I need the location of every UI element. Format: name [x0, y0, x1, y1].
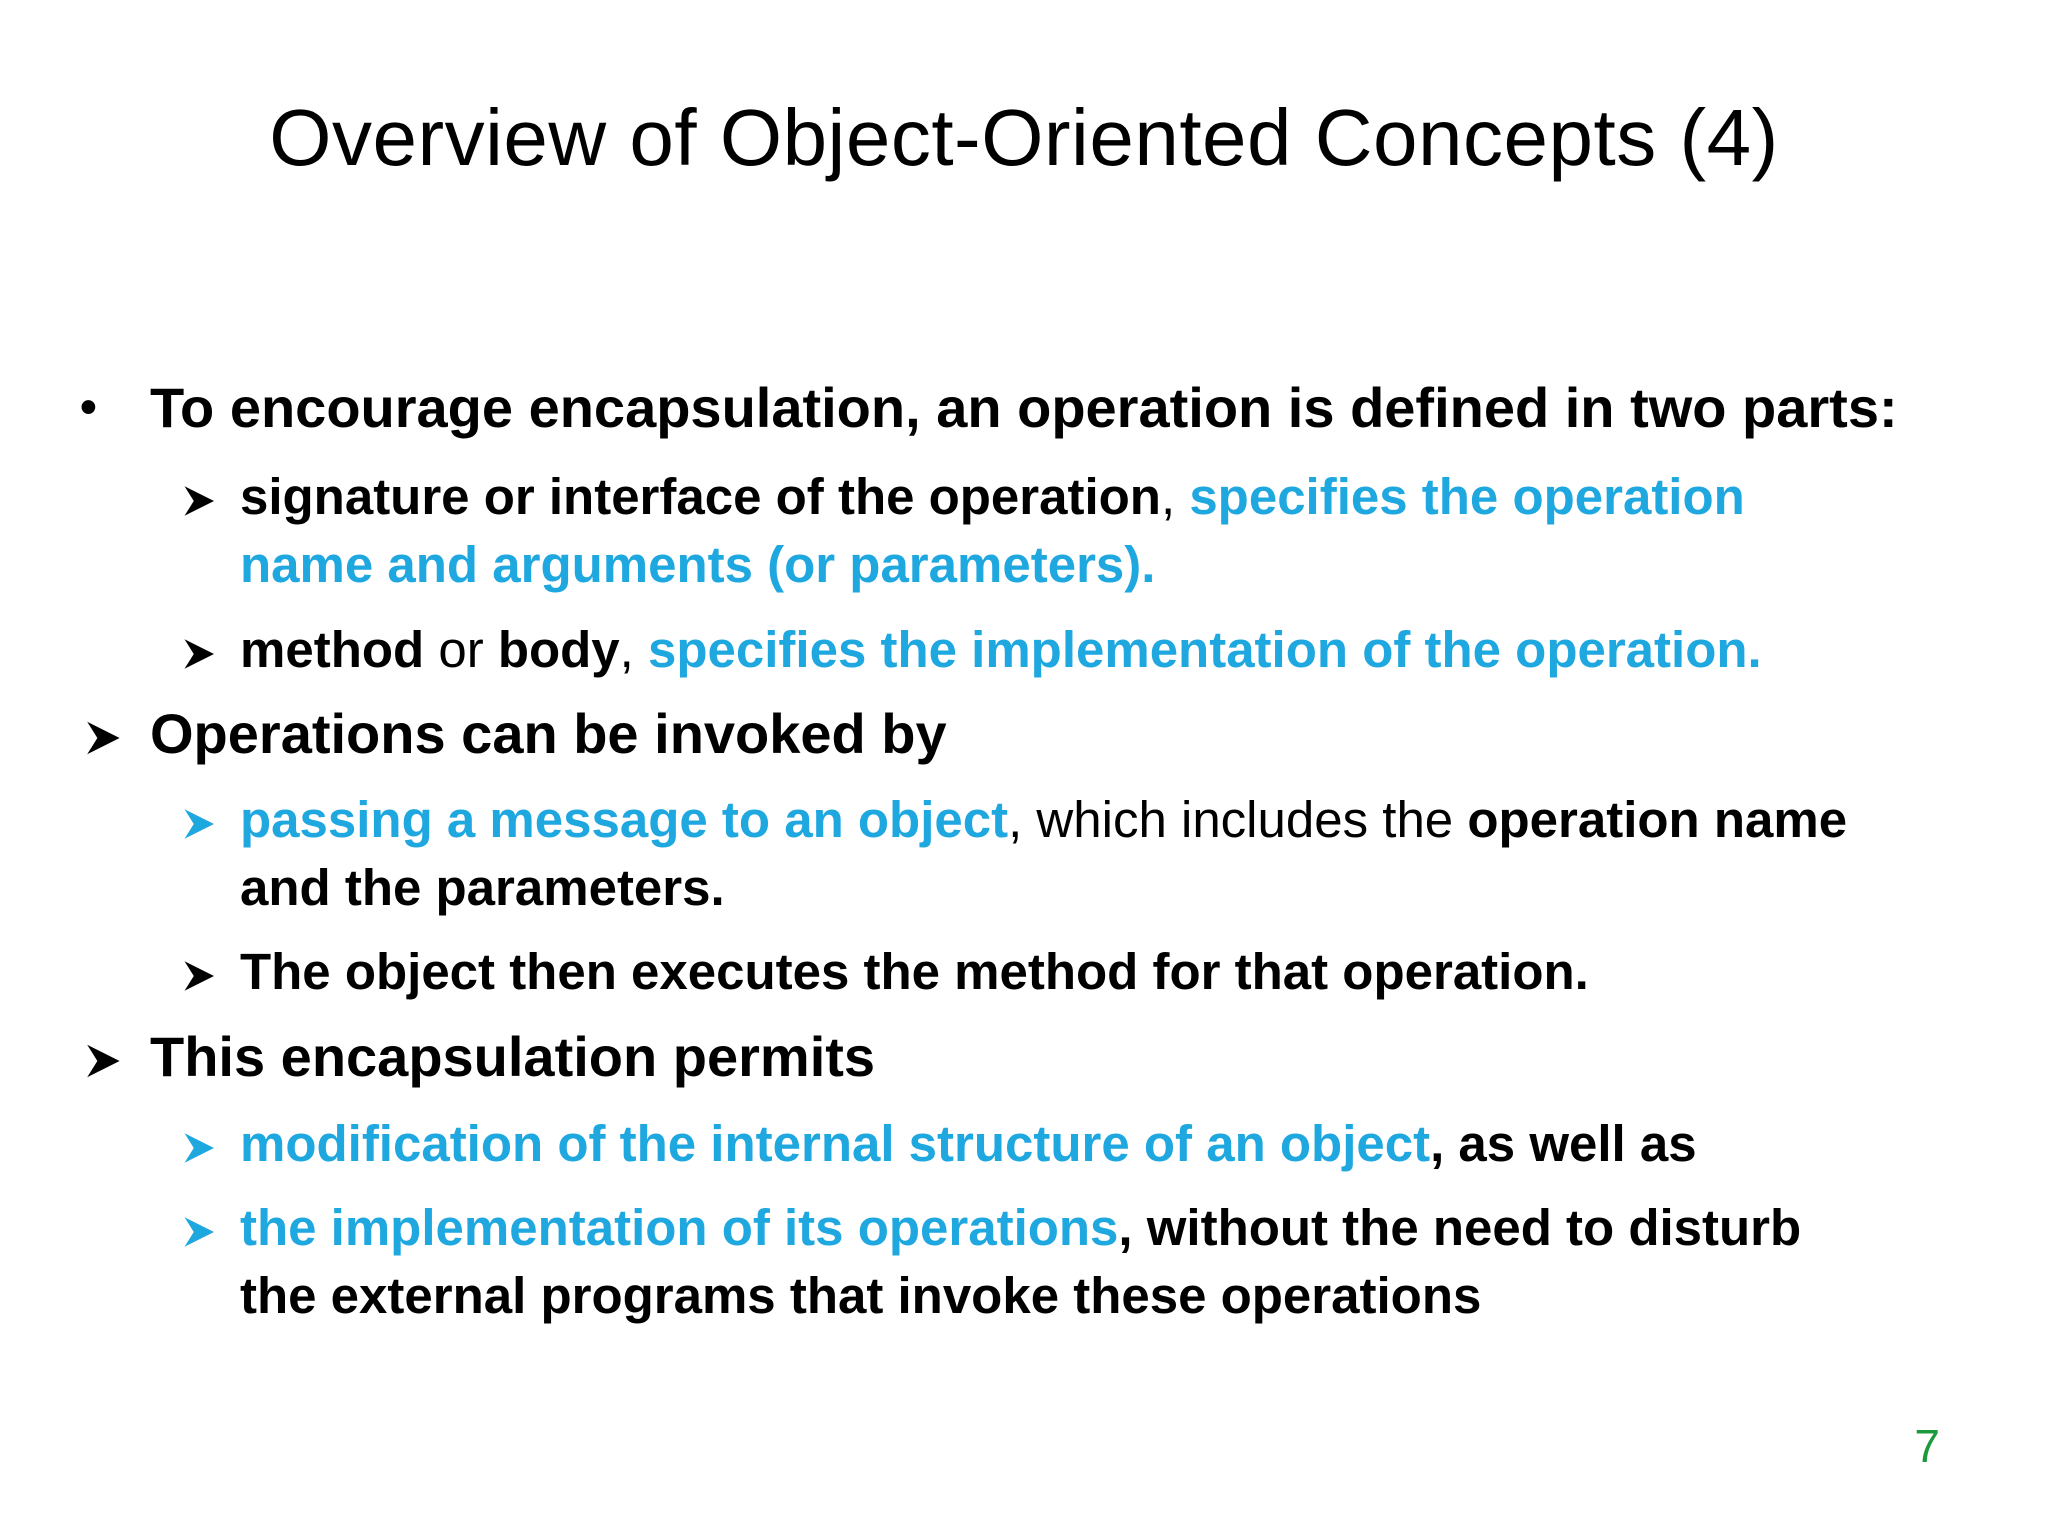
- bullet-text: To encourage encapsulation, an operation is defined in two parts:: [150, 376, 1898, 439]
- bullet-text: Operations can be invoked by: [150, 702, 947, 765]
- bullet-level2-implementation: [178, 1194, 1801, 1262]
- arrow-bullet-svg: [178, 634, 218, 674]
- as-well-as-text: , as well as: [1430, 1115, 1697, 1172]
- bullet-level2-passing-message-cont: [178, 854, 725, 922]
- arrow-bullet-svg: [178, 804, 218, 844]
- signature-label: signature or interface of the operation: [240, 468, 1161, 525]
- bullet-level1-encapsulation: [80, 375, 1898, 441]
- bullet-level2-passing-message: [178, 786, 1847, 854]
- arrow-bullet-icon-cyan: [178, 1110, 240, 1178]
- method-separator: ,: [619, 621, 649, 678]
- and-parameters-text: and the parameters.: [240, 859, 725, 916]
- arrow-bullet-icon-cyan: [178, 786, 240, 854]
- slide-title: Overview of Object-Oriented Concepts (4): [269, 93, 1779, 182]
- which-includes-text: , which includes the: [1008, 791, 1468, 848]
- signature-separator: ,: [1160, 468, 1190, 525]
- method-description: specifies the implementation of the operation.: [648, 621, 1762, 678]
- object-executes-text: The object then executes the method for that operation.: [240, 943, 1589, 1000]
- arrow-bullet-svg: [178, 956, 218, 996]
- arrow-bullet-icon: [178, 616, 240, 684]
- body-label: body: [497, 621, 620, 678]
- passing-message-text: passing a message to an object: [240, 791, 1009, 848]
- signature-description-cont: name and arguments (or parameters).: [240, 536, 1156, 593]
- bullet-level2-object-executes: [178, 938, 1589, 1006]
- modification-text: modification of the internal structure of an object: [240, 1115, 1431, 1172]
- arrow-bullet-icon-cyan: [178, 1194, 240, 1262]
- method-or: or: [424, 621, 498, 678]
- bullet-level1-operations: [80, 701, 947, 767]
- bullet-level2-signature: [178, 463, 1745, 531]
- arrow-bullet-svg: [178, 1128, 218, 1168]
- implementation-text: the implementation of its operations: [240, 1199, 1119, 1256]
- bullet-level2-implementation-cont: [178, 1262, 1481, 1330]
- operation-name-text: operation name: [1467, 791, 1848, 848]
- bullet-level2-modification: [178, 1110, 1697, 1178]
- page-number: 7: [1914, 1420, 1940, 1472]
- arrow-bullet-svg: [80, 1039, 124, 1083]
- arrow-bullet-icon: [80, 1024, 150, 1090]
- method-label: method: [240, 621, 425, 678]
- signature-description: specifies the operation: [1189, 468, 1745, 525]
- arrow-bullet-icon: [80, 701, 150, 767]
- arrow-bullet-svg: [178, 481, 218, 521]
- arrow-bullet-icon: [178, 938, 240, 1006]
- without-disturb-text: , without the need to disturb: [1118, 1199, 1802, 1256]
- bullet-level1-encapsulation-permits: [80, 1024, 875, 1090]
- arrow-bullet-icon: [178, 463, 240, 531]
- bullet-level2-signature-cont: [178, 531, 1155, 599]
- bullet-text: This encapsulation permits: [150, 1025, 876, 1088]
- bullet-level2-method: [178, 616, 1762, 684]
- external-programs-text: the external programs that invoke these operations: [240, 1267, 1482, 1324]
- bullet-dot-icon: •: [80, 381, 97, 434]
- arrow-bullet-svg: [80, 716, 124, 760]
- arrow-bullet-svg: [178, 1212, 218, 1252]
